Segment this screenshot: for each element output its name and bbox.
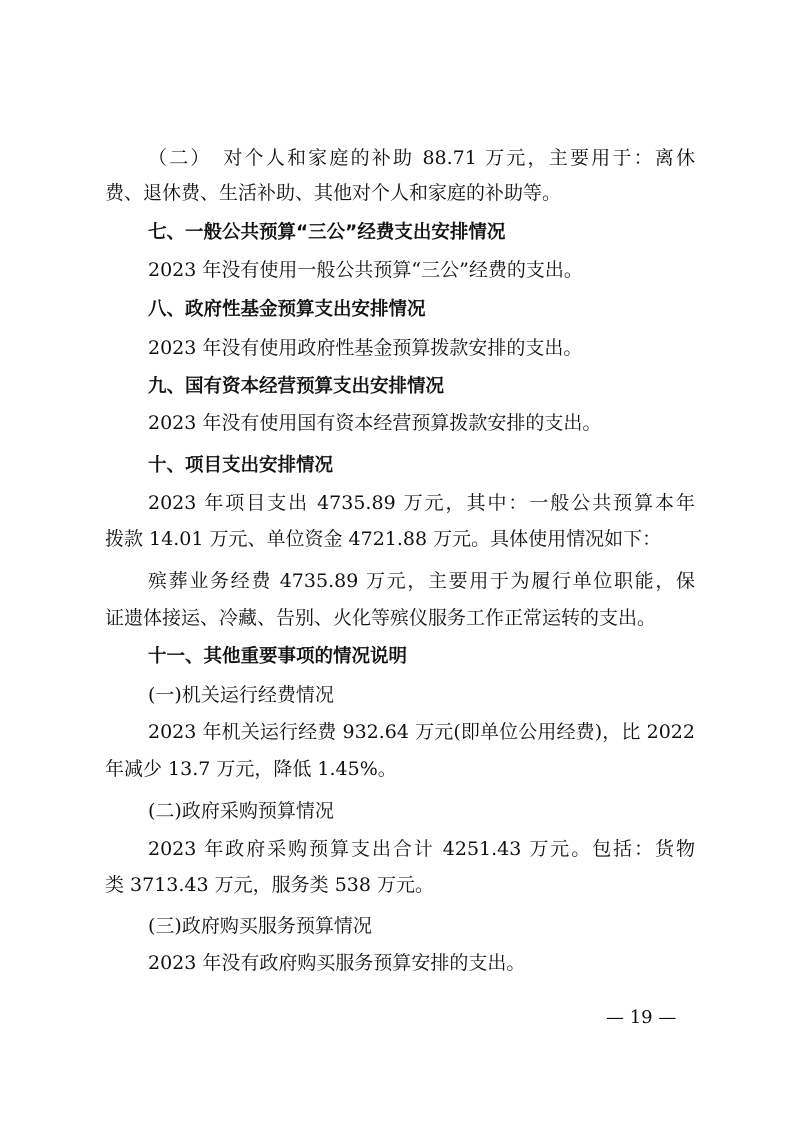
subheading-purchased-services: (三)政府购买服务预算情况 <box>148 915 372 937</box>
heading-section-11: 十一、其他重要事项的情况说明 <box>148 646 408 667</box>
purchased-services-paragraph: 2023 年没有政府购买服务预算安排的支出。 <box>148 952 526 974</box>
admin-costs-paragraph-line-2: 年减少 13.7 万元，降低 1.45%。 <box>105 758 397 780</box>
section-8-paragraph: 2023 年没有使用政府性基金预算拨款安排的支出。 <box>148 337 583 359</box>
admin-costs-paragraph-line-1: 2023 年机关运行经费 932.64 万元(即单位公用经费)，比 2022 <box>148 721 695 743</box>
procurement-paragraph-line-2: 类 3713.43 万元，服务类 538 万元。 <box>105 874 434 896</box>
section-10-paragraph-line-2: 拨款 14.01 万元、单位资金 4721.88 万元。具体使用情况如下： <box>105 528 662 550</box>
section-10-paragraph-line-1: 2023 年项目支出 4735.89 万元，其中：一般公共预算本年 <box>148 492 695 514</box>
section-10-detail-line-1: 殡葬业务经费 4735.89 万元，主要用于为履行单位职能，保 <box>148 570 695 592</box>
subheading-admin-costs: (一)机关运行经费情况 <box>148 684 334 706</box>
heading-section-10: 十、项目支出安排情况 <box>148 455 334 476</box>
subsidy-paragraph-line-1: （二） 对个人和家庭的补助 88.71 万元，主要用于：离休 <box>148 147 695 169</box>
heading-section-7: 七、一般公共预算“三公”经费支出安排情况 <box>148 222 506 243</box>
section-9-paragraph: 2023 年没有使用国有资本经营预算拨款安排的支出。 <box>148 412 602 434</box>
section-10-detail-line-2: 证遗体接运、冷藏、告别、火化等殡仪服务工作正常运转的支出。 <box>105 607 657 629</box>
subsidy-paragraph-line-2: 费、退休费、生活补助、其他对个人和家庭的补助等。 <box>105 182 562 204</box>
procurement-paragraph-line-1: 2023 年政府采购预算支出合计 4251.43 万元。包括：货物 <box>148 838 695 860</box>
heading-section-8: 八、政府性基金预算支出安排情况 <box>148 299 426 320</box>
page-number: — 19 — <box>606 1007 677 1028</box>
subheading-procurement: (二)政府采购预算情况 <box>148 800 334 822</box>
section-7-paragraph: 2023 年没有使用一般公共预算“三公”经费的支出。 <box>148 259 583 281</box>
heading-section-9: 九、国有资本经营预算支出安排情况 <box>148 376 445 397</box>
